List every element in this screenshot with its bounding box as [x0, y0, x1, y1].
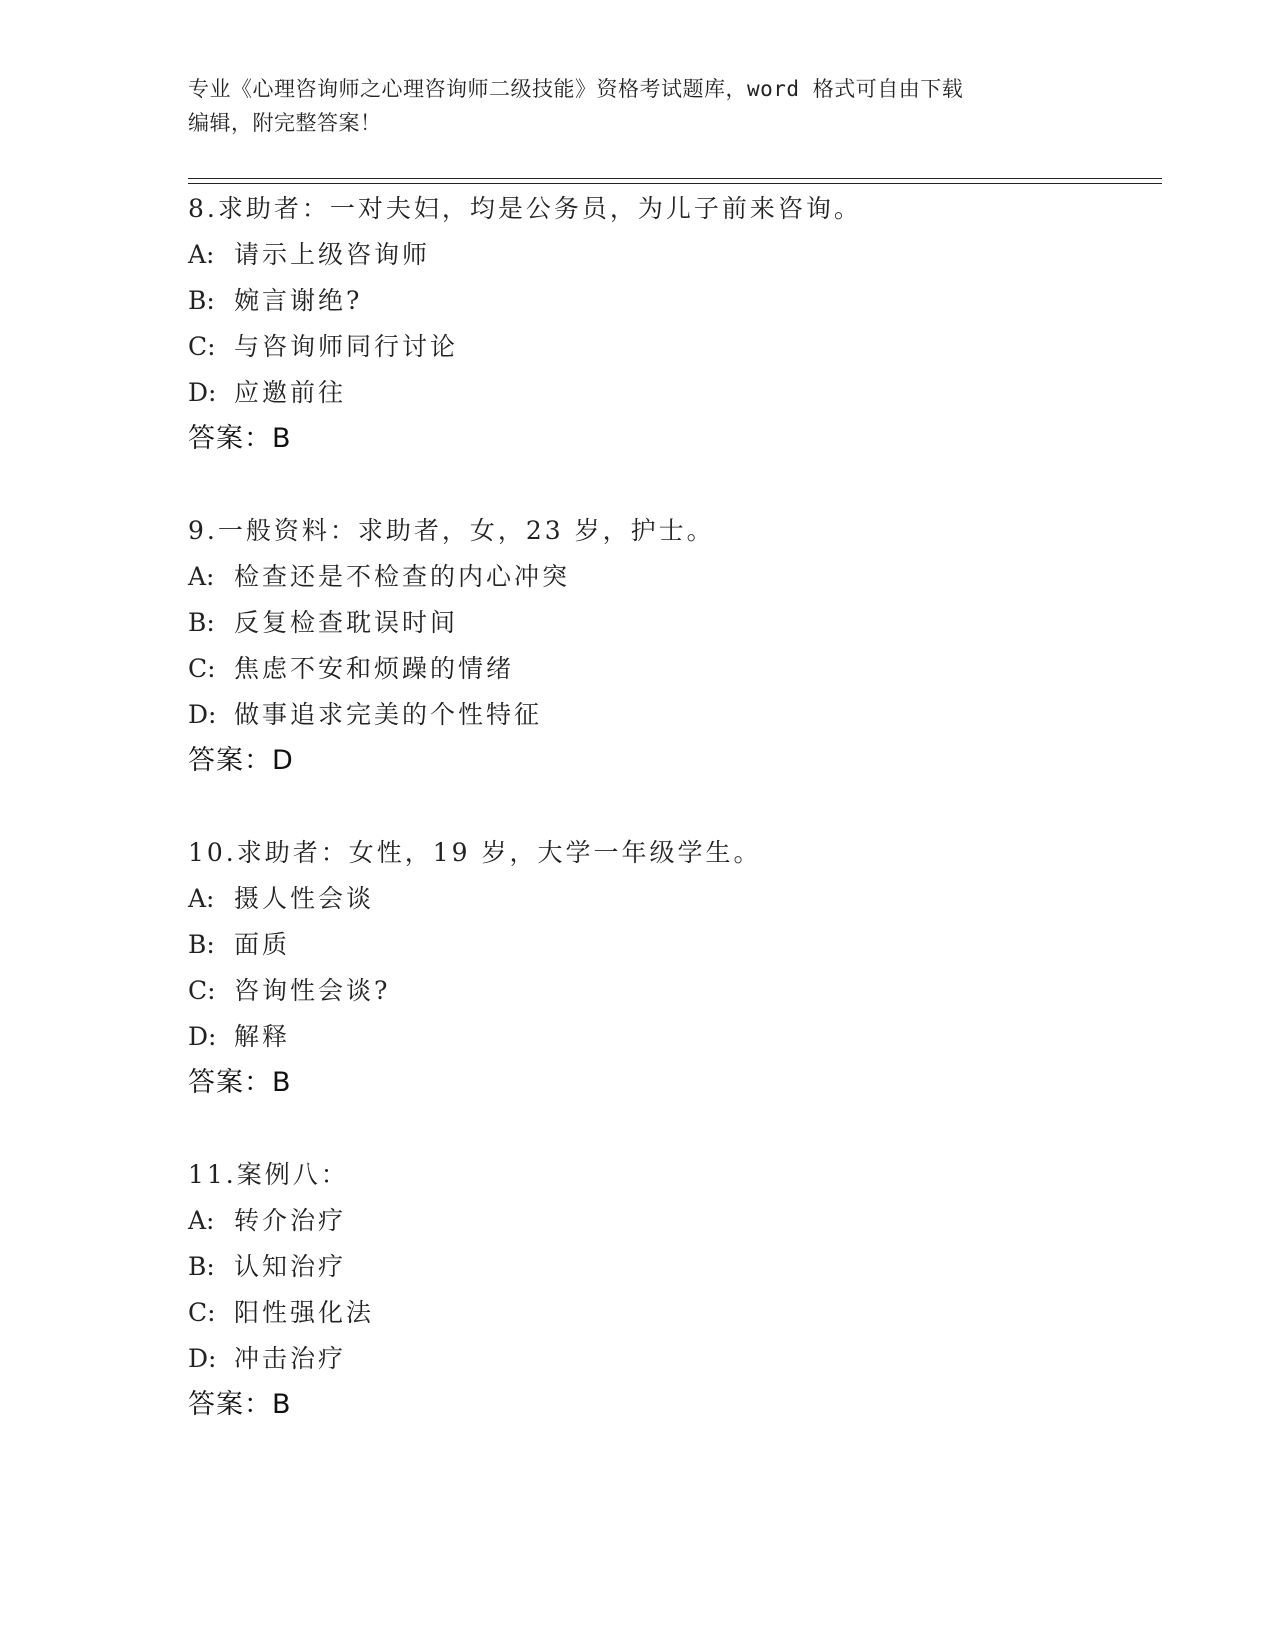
- option-letter: A:: [188, 562, 215, 591]
- option-text: 摄人性会谈: [234, 884, 375, 913]
- option-letter: B:: [188, 930, 215, 959]
- option-letter: B:: [188, 286, 215, 315]
- option-a: [188, 1198, 1148, 1244]
- option-letter: A:: [188, 884, 215, 913]
- option-a: [188, 876, 1148, 922]
- option-a: [188, 232, 1148, 278]
- option-text: 检查还是不检查的内心冲突: [234, 562, 571, 591]
- option-b: [188, 278, 1148, 324]
- option-text: 反复检查耽误时间: [234, 608, 459, 637]
- option-text: 面质: [234, 930, 291, 959]
- answer-label: 答案：B: [188, 423, 292, 454]
- option-letter: B:: [188, 608, 215, 637]
- option-d: [188, 1336, 1148, 1382]
- option-b: [188, 600, 1148, 646]
- option-c: [188, 1290, 1148, 1336]
- option-text: 咨询性会谈?: [234, 976, 391, 1005]
- question-11: [188, 1152, 1148, 1428]
- option-text: 应邀前往: [234, 378, 347, 407]
- header-divider-top: [188, 178, 1162, 179]
- option-text: 做事追求完美的个性特征: [234, 700, 543, 729]
- answer-label: 答案：D: [188, 745, 294, 776]
- option-letter: C:: [188, 654, 216, 683]
- option-letter: D:: [188, 1022, 217, 1051]
- option-letter: C:: [188, 1298, 216, 1327]
- question-stem: 11.案例八：: [188, 1160, 349, 1189]
- question-stem: 9.一般资料：求助者，女，23 岁，护士。: [188, 516, 715, 545]
- document-header: [188, 72, 1088, 140]
- answer-label: 答案：B: [188, 1067, 292, 1098]
- header-divider-bottom: [188, 183, 1162, 184]
- option-d: [188, 1014, 1148, 1060]
- option-text: 与咨询师同行讨论: [234, 332, 459, 361]
- option-b: [188, 922, 1148, 968]
- question-8: [188, 186, 1148, 462]
- option-letter: D:: [188, 378, 217, 407]
- option-text: 阳性强化法: [234, 1298, 375, 1327]
- option-c: [188, 324, 1148, 370]
- option-letter: B:: [188, 1252, 215, 1281]
- option-text: 婉言谢绝?: [234, 286, 363, 315]
- option-d: [188, 692, 1148, 738]
- option-a: [188, 554, 1148, 600]
- option-c: [188, 646, 1148, 692]
- option-text: 解释: [234, 1022, 291, 1051]
- option-text: 请示上级咨询师: [234, 240, 431, 269]
- option-text: 冲击治疗: [234, 1344, 347, 1373]
- option-text: 焦虑不安和烦躁的情绪: [234, 654, 515, 683]
- option-letter: C:: [188, 332, 216, 361]
- question-stem: 10.求助者：女性，19 岁，大学一年级学生。: [188, 838, 762, 867]
- header-line-2: 编辑，附完整答案！: [188, 111, 382, 135]
- option-letter: C:: [188, 976, 216, 1005]
- option-letter: D:: [188, 700, 217, 729]
- option-letter: A:: [188, 1206, 215, 1235]
- option-letter: D:: [188, 1344, 217, 1373]
- question-9: [188, 508, 1148, 784]
- option-b: [188, 1244, 1148, 1290]
- question-10: [188, 830, 1148, 1106]
- header-line-1: 专业《心理咨询师之心理咨询师二级技能》资格考试题库，word 格式可自由下载: [188, 77, 964, 101]
- option-c: [188, 968, 1148, 1014]
- option-text: 转介治疗: [234, 1206, 347, 1235]
- question-stem: 8.求助者：一对夫妇，均是公务员，为儿子前来咨询。: [188, 194, 862, 223]
- option-d: [188, 370, 1148, 416]
- option-text: 认知治疗: [234, 1252, 347, 1281]
- option-letter: A:: [188, 240, 215, 269]
- answer-label: 答案：B: [188, 1389, 292, 1420]
